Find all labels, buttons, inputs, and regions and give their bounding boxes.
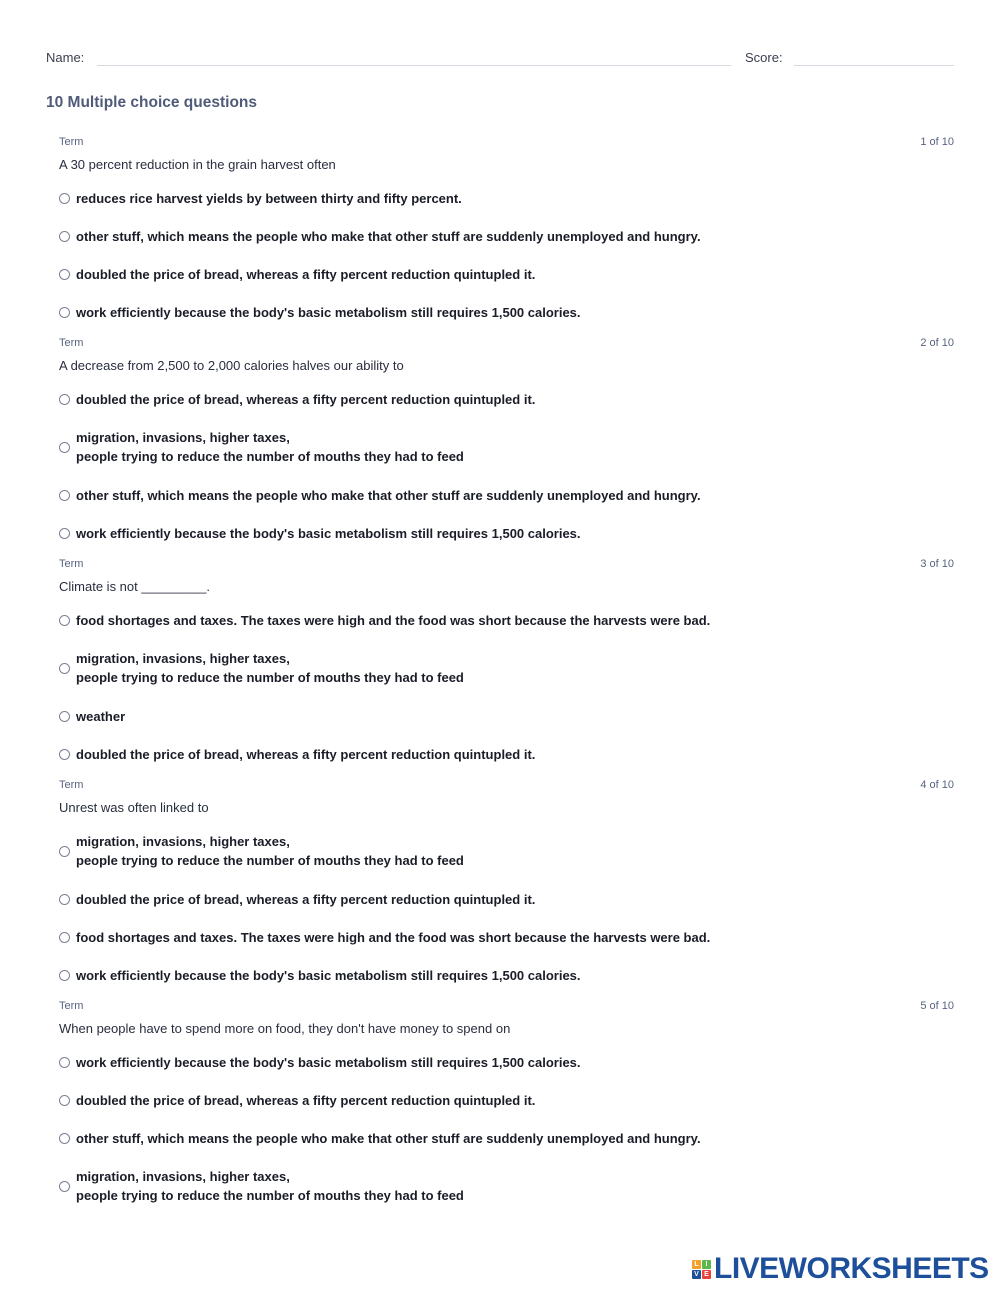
answer-option-label: food shortages and taxes. The taxes were high and the food was short because the harvests were bad. <box>76 612 711 628</box>
answer-option-label: other stuff, which means the people who make that other stuff are suddenly unemployed and hungry. <box>76 1130 701 1146</box>
radio-button-icon[interactable] <box>59 193 70 204</box>
brand-logo <box>692 1254 989 1284</box>
question-header <box>59 777 954 793</box>
radio-button-icon[interactable] <box>59 307 70 318</box>
answer-option[interactable] <box>59 1157 954 1215</box>
answer-options <box>59 601 954 773</box>
answer-option[interactable] <box>59 601 954 639</box>
term-label: Term <box>59 558 84 570</box>
name-field[interactable] <box>97 65 731 66</box>
answer-option[interactable] <box>59 380 954 418</box>
answer-option[interactable] <box>59 880 954 918</box>
answer-option[interactable] <box>59 1043 954 1081</box>
liveworksheets-logo-icon <box>692 1260 711 1279</box>
answer-option[interactable] <box>59 639 954 697</box>
radio-button-icon[interactable] <box>59 394 70 405</box>
radio-button-icon[interactable] <box>59 970 70 981</box>
radio-button-icon[interactable] <box>59 528 70 539</box>
question-text: When people have to spend more on food, they don't have money to spend on <box>59 1021 511 1036</box>
section-title: 10 Multiple choice questions <box>46 94 258 111</box>
answer-option-label: weather <box>76 708 126 724</box>
answer-option-label: doubled the price of bread, whereas a fifty percent reduction quintupled it. <box>76 1092 536 1108</box>
answer-option[interactable] <box>59 217 954 255</box>
radio-button-icon[interactable] <box>59 894 70 905</box>
answer-option[interactable] <box>59 918 954 956</box>
answer-option[interactable] <box>59 1081 954 1119</box>
question-text: Climate is not _________. <box>59 579 211 594</box>
question-list <box>59 134 954 1215</box>
question-header <box>59 556 954 572</box>
term-label: Term <box>59 136 84 148</box>
answer-option-label: doubled the price of bread, whereas a fifty percent reduction quintupled it. <box>76 266 536 282</box>
logo-tile: V <box>692 1270 701 1279</box>
answer-option-label: migration, invasions, higher taxes, people trying to reduce the number of mouths they had to feed <box>76 834 464 868</box>
answer-option-label: other stuff, which means the people who make that other stuff are suddenly unemployed and hungry. <box>76 228 701 244</box>
radio-button-icon[interactable] <box>59 1095 70 1106</box>
question-counter: 3 of 10 <box>920 558 954 570</box>
answer-option[interactable] <box>59 735 954 773</box>
radio-button-icon[interactable] <box>59 846 70 857</box>
question-header <box>59 998 954 1014</box>
question-text: A decrease from 2,500 to 2,000 calories halves our ability to <box>59 358 404 373</box>
answer-option-label: work efficiently because the body's basic metabolism still requires 1,500 calories. <box>76 1054 581 1070</box>
radio-button-icon[interactable] <box>59 749 70 760</box>
question-card <box>59 777 954 994</box>
answer-option-label: doubled the price of bread, whereas a fifty percent reduction quintupled it. <box>76 391 536 407</box>
radio-button-icon[interactable] <box>59 231 70 242</box>
radio-button-icon[interactable] <box>59 1133 70 1144</box>
answer-option-label: migration, invasions, higher taxes, people trying to reduce the number of mouths they had to feed <box>76 651 464 685</box>
radio-button-icon[interactable] <box>59 490 70 501</box>
question-counter: 2 of 10 <box>920 337 954 349</box>
answer-option-label: other stuff, which means the people who make that other stuff are suddenly unemployed and hungry. <box>76 487 701 503</box>
radio-button-icon[interactable] <box>59 1181 70 1192</box>
logo-tile: L <box>692 1260 701 1269</box>
answer-option[interactable] <box>59 956 954 994</box>
answer-option-label: migration, invasions, higher taxes, people trying to reduce the number of mouths they had to feed <box>76 430 464 464</box>
brand-name: LIVEWORKSHEETS <box>714 1252 989 1285</box>
radio-button-icon[interactable] <box>59 711 70 722</box>
question-counter: 5 of 10 <box>920 1000 954 1012</box>
radio-button-icon[interactable] <box>59 269 70 280</box>
question-text: A 30 percent reduction in the grain harvest often <box>59 157 336 172</box>
term-label: Term <box>59 1000 84 1012</box>
radio-button-icon[interactable] <box>59 615 70 626</box>
answer-option[interactable] <box>59 476 954 514</box>
answer-option[interactable] <box>59 514 954 552</box>
term-label: Term <box>59 779 84 791</box>
answer-option-label: food shortages and taxes. The taxes were high and the food was short because the harvests were bad. <box>76 929 711 945</box>
answer-option[interactable] <box>59 255 954 293</box>
answer-option-label: doubled the price of bread, whereas a fifty percent reduction quintupled it. <box>76 891 536 907</box>
answer-option-label: reduces rice harvest yields by between thirty and fifty percent. <box>76 190 462 206</box>
answer-option[interactable] <box>59 179 954 217</box>
answer-option[interactable] <box>59 1119 954 1157</box>
answer-options <box>59 1043 954 1215</box>
logo-tile: I <box>702 1260 711 1269</box>
score-field[interactable] <box>794 65 954 66</box>
answer-options <box>59 822 954 994</box>
radio-button-icon[interactable] <box>59 932 70 943</box>
answer-option[interactable] <box>59 293 954 331</box>
question-header <box>59 335 954 351</box>
radio-button-icon[interactable] <box>59 1057 70 1068</box>
logo-tile: E <box>702 1270 711 1279</box>
answer-option-label: doubled the price of bread, whereas a fifty percent reduction quintupled it. <box>76 746 536 762</box>
score-label: Score: <box>745 50 783 65</box>
question-card <box>59 556 954 773</box>
question-card <box>59 998 954 1215</box>
question-card <box>59 335 954 552</box>
radio-button-icon[interactable] <box>59 663 70 674</box>
answer-option[interactable] <box>59 418 954 476</box>
answer-options <box>59 380 954 552</box>
radio-button-icon[interactable] <box>59 442 70 453</box>
name-label: Name: <box>46 50 85 65</box>
question-header <box>59 134 954 150</box>
question-card <box>59 134 954 331</box>
question-text: Unrest was often linked to <box>59 800 209 815</box>
question-counter: 1 of 10 <box>920 136 954 148</box>
answer-option[interactable] <box>59 822 954 880</box>
answer-options <box>59 179 954 331</box>
question-counter: 4 of 10 <box>920 779 954 791</box>
answer-option-label: work efficiently because the body's basic metabolism still requires 1,500 calories. <box>76 525 581 541</box>
answer-option-label: work efficiently because the body's basic metabolism still requires 1,500 calories. <box>76 967 581 983</box>
answer-option-label: migration, invasions, higher taxes, people trying to reduce the number of mouths they had to feed <box>76 1169 464 1203</box>
answer-option-label: work efficiently because the body's basic metabolism still requires 1,500 calories. <box>76 304 581 320</box>
worksheet-header <box>46 48 954 68</box>
term-label: Term <box>59 337 84 349</box>
answer-option[interactable] <box>59 697 954 735</box>
